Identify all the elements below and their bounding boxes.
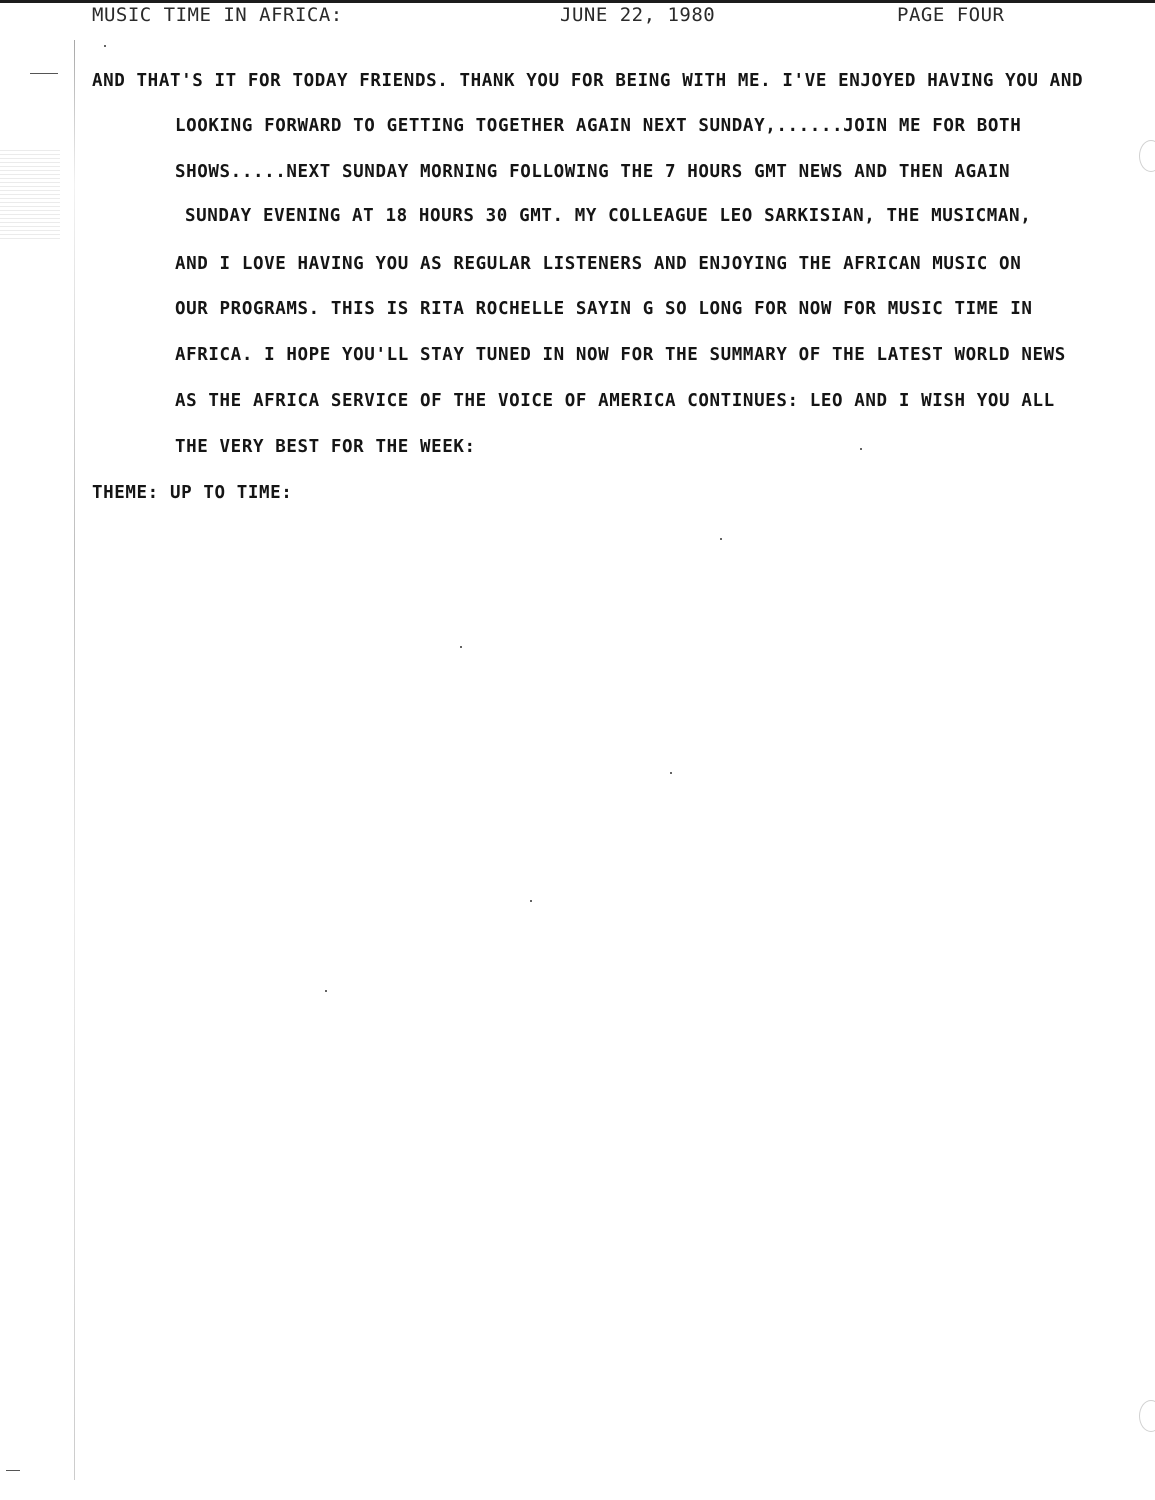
punch-hole bbox=[1139, 1400, 1155, 1432]
header-program-title: MUSIC TIME IN AFRICA: bbox=[92, 4, 343, 26]
speck bbox=[860, 448, 862, 450]
script-line: SUNDAY EVENING AT 18 HOURS 30 GMT. MY COLLEAGUE LEO SARKISIAN, THE MUSICMAN, bbox=[185, 206, 1032, 226]
speck bbox=[530, 900, 532, 902]
script-line: LOOKING FORWARD TO GETTING TOGETHER AGAIN NEXT SUNDAY,......JOIN ME FOR BOTH bbox=[175, 116, 1022, 136]
script-line: OUR PROGRAMS. THIS IS RITA ROCHELLE SAYIN G SO LONG FOR NOW FOR MUSIC TIME IN bbox=[175, 299, 1033, 319]
theme-cue: THEME: UP TO TIME: bbox=[92, 483, 293, 503]
page-top-edge bbox=[0, 0, 1155, 3]
script-line: AFRICA. I HOPE YOU'LL STAY TUNED IN NOW FOR THE SUMMARY OF THE LATEST WORLD NEWS bbox=[175, 345, 1066, 365]
script-line: AND I LOVE HAVING YOU AS REGULAR LISTENERS AND ENJOYING THE AFRICAN MUSIC ON bbox=[175, 254, 1022, 274]
speck bbox=[104, 45, 106, 47]
script-line: AS THE AFRICA SERVICE OF THE VOICE OF AMERICA CONTINUES: LEO AND I WISH YOU ALL bbox=[175, 391, 1055, 411]
header-date: JUNE 22, 1980 bbox=[560, 4, 716, 26]
header-page-number: PAGE FOUR bbox=[897, 4, 1005, 26]
script-line: AND THAT'S IT FOR TODAY FRIENDS. THANK YOU FOR BEING WITH ME. I'VE ENJOYED HAVING YOU AND bbox=[92, 71, 1084, 91]
margin-smudge bbox=[0, 150, 60, 240]
margin-tick bbox=[6, 1470, 20, 1471]
speck bbox=[720, 538, 722, 540]
left-margin-rule bbox=[74, 40, 75, 1480]
script-line: SHOWS.....NEXT SUNDAY MORNING FOLLOWING THE 7 HOURS GMT NEWS AND THEN AGAIN bbox=[175, 162, 1011, 182]
speck bbox=[325, 990, 327, 992]
speck bbox=[460, 646, 462, 648]
script-line: THE VERY BEST FOR THE WEEK: bbox=[175, 437, 476, 457]
speck bbox=[670, 772, 672, 774]
punch-hole bbox=[1139, 140, 1155, 172]
margin-tick bbox=[30, 73, 58, 74]
